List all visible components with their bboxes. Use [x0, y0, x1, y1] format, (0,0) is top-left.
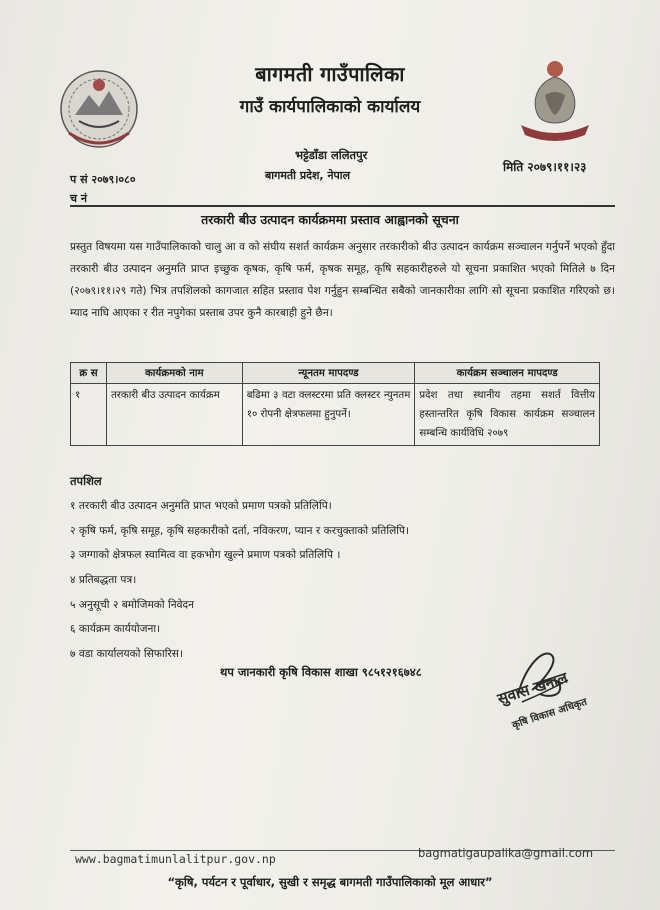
org-name: बागमती गाउँपालिका — [255, 62, 405, 86]
office-name: गाउँ कार्यपालिकाको कार्यालय — [239, 97, 421, 117]
list-item: २ कृषि फर्म, कृषि समूह, कृषि सहकारीको दर्ता, नविकरण, प्यान र करचुक्ताको प्रतिलिपि। — [70, 524, 410, 537]
dispatch-number: च नं — [70, 192, 87, 205]
footer-motto: “कृषि, पर्यटन र पूर्वाधार, सुखी र समृद्ध बागमती गाउँपालिकाको मूल आधार” — [167, 875, 493, 889]
notice-title: तरकारी बीउ उत्पादन कार्यक्रममा प्रस्ताव आह्वानको सूचना — [201, 212, 459, 227]
address-line-1: भट्टेडाँडा ललितपुर — [295, 148, 368, 162]
annex-title: तपशिल — [70, 474, 102, 488]
list-item: ५ अनुसूची २ बमोजिमको निवेदन — [70, 598, 195, 611]
table-header-row — [71, 363, 600, 384]
table-cell: १ — [71, 384, 107, 446]
notice-body: प्रस्तुत विषयमा यस गाउँपालिकाको चालु आ व को संघीय सशर्त कार्यक्रम अनुसार तरकारीको बीउ उत्पादन कार्यक्रम सञ्चालन गर्नुपर्ने भएको हुँदा तरकारी बीउ उत्पादन अनुमति प्राप्त इच्छुक कृषक, कृषि फर्म, कृषक समूह, कृषि सहकारीहरुले यो सूचना प्रकाशित भएको मितिले ७ दिन (२०७९।११।२९ गते) भित्र तपशिलको कागजात सहित प्रस्ताव पेश गर्नुहुन सम्बन्धित सबैको जानकारीका लागि सो सूचना प्रकाशित गरिएको छ। म्याद नाघि आएका र रीत नपुगेका प्रस्ताब उपर कुनै कारबाही हुने छैन। — [70, 241, 615, 319]
table-cell: प्रदेश तथा स्थानीय तहमा सशर्त वित्तीय हस्तान्तरित कृषि विकास कार्यक्रम सञ्चालन सम्बन्धि कार्यविधि २०७९ — [415, 384, 600, 446]
address-line-2: बागमती प्रदेश, नेपाल — [265, 169, 351, 182]
reference-number: प सं २०७९।०८० — [70, 173, 136, 186]
list-item: १ तरकारी बीउ उत्पादन अनुमति प्राप्त भएको प्रमाण पत्रको प्रतिलिपि। — [70, 500, 332, 512]
table-cell: बढिमा ३ वटा क्लस्टरमा प्रति क्लस्टर न्युनतम १० रोपनी क्षेत्रफलमा हुनुपर्ने। — [242, 384, 415, 446]
letter-date: मिति २०७९।११।२३ — [503, 160, 587, 174]
requirements-table — [70, 362, 600, 446]
column-header: कार्यक्रमको नाम — [106, 363, 242, 384]
contact-info: थप जानकारी कृषि विकास शाखा ९८५१२१६७४८ — [220, 665, 422, 679]
email-link[interactable]: bagmatigaupalika@gmail.com — [418, 846, 594, 860]
header-divider — [70, 205, 615, 207]
table-cell: तरकारी बीउ उत्पादन कार्यक्रम — [106, 384, 242, 446]
column-header: क्र स — [71, 363, 107, 384]
signatory-name: सुवास खनाल — [495, 668, 570, 709]
column-header: न्यूनतम मापदण्ड — [242, 363, 415, 384]
annex-list — [70, 494, 409, 667]
list-item: ६ कार्यक्रम कार्ययोजना। — [70, 623, 161, 636]
list-item: ७ वडा कार्यालयको सिफारिस। — [70, 648, 183, 661]
list-item: ३ जग्गाको क्षेत्रफल स्वामित्व वा हकभोग खुल्ने प्रमाण पत्रको प्रतिलिपि । — [70, 549, 341, 562]
list-item: ४ प्रतिबद्धता पत्र। — [70, 574, 137, 587]
signatory-role: कृषि विकास अधिकृत — [510, 696, 589, 732]
table-row — [71, 384, 600, 446]
column-header: कार्यक्रम सञ्चालन मापदण्ड — [415, 363, 600, 384]
website-link[interactable]: www.bagmatimunlalitpur.gov.np — [75, 852, 276, 866]
